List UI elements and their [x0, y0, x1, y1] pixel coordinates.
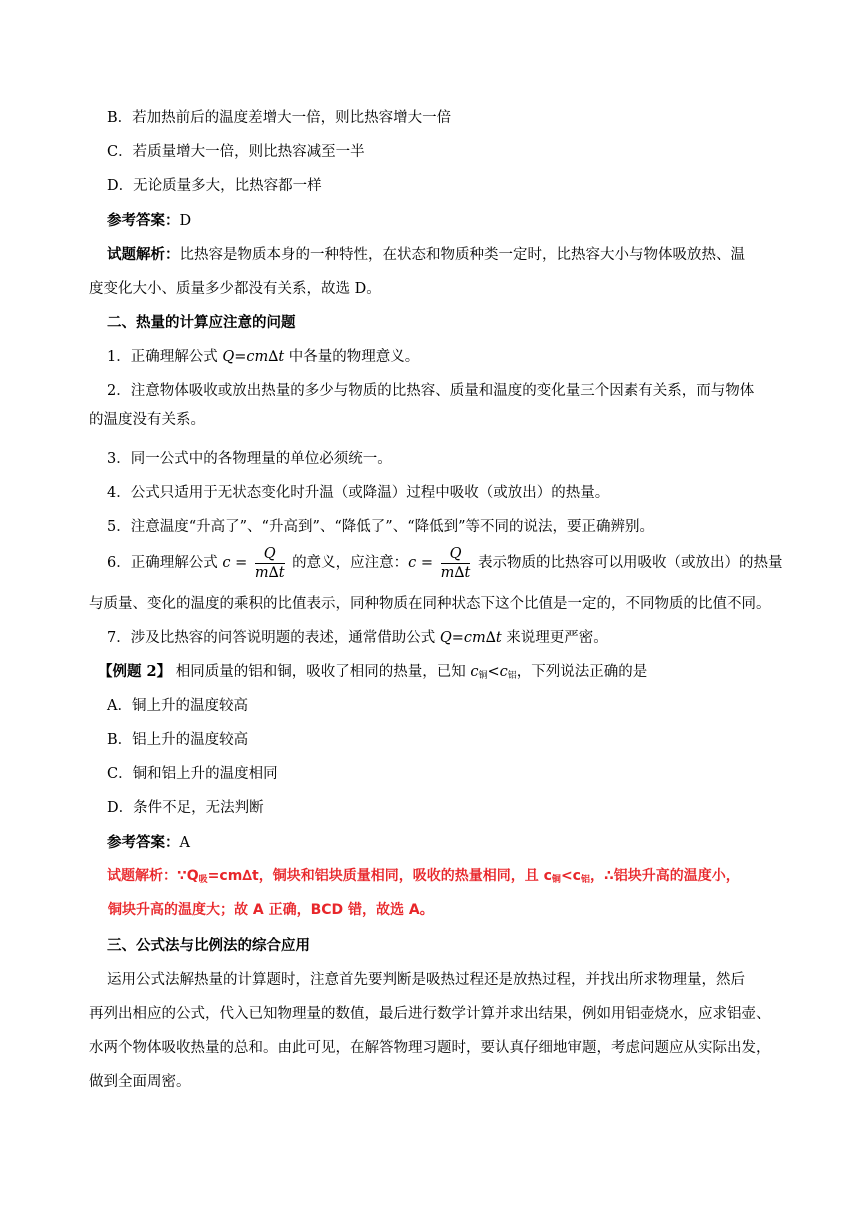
sub-aluminum: 铝	[507, 671, 517, 681]
point-1-text-end: 中各量的物理意义。	[284, 349, 420, 365]
section-3-heading: 三、公式法与比例法的综合应用	[107, 937, 310, 954]
sub-copper: 铜	[478, 671, 488, 681]
point-7	[107, 628, 608, 648]
c-copper: c	[470, 664, 479, 680]
analysis-2-sub2: 铜	[551, 875, 561, 885]
option-b: B．若加热前后的温度差增大一倍，则比热容增大一倍	[107, 110, 452, 126]
point-1	[107, 347, 419, 367]
point-3: 3．同一公式中的各物理量的单位必须统一。	[107, 451, 392, 467]
point-6-line1	[107, 543, 782, 583]
analysis-label: 试题解析：	[107, 246, 180, 263]
fraction	[255, 545, 285, 582]
example-option-d: D．条件不足，无法判断	[107, 800, 264, 816]
answer-value: D	[179, 213, 192, 229]
analysis-2-sub3: 铝	[580, 875, 590, 885]
example-option-c: C．铜和铝上升的温度相同	[107, 766, 278, 782]
formula-c: c	[222, 555, 231, 571]
answer-2	[107, 833, 190, 853]
formula-eq: =	[230, 555, 252, 571]
analysis-1-line1	[107, 245, 745, 265]
section-3-para-line3: 水两个物体吸收热量的总和。由此可见，在解答物理习题时，要认真仔细地审题，考虑问题应从实际出发，	[89, 1040, 771, 1056]
example-label: 【例题 2】	[98, 663, 172, 680]
section-2-heading: 二、热量的计算应注意的问题	[107, 314, 296, 331]
fraction-numerator: Q	[255, 545, 285, 564]
option-c: C．若质量增大一倍，则比热容减至一半	[107, 144, 365, 160]
option-d: D．无论质量多大，比热容都一样	[107, 178, 322, 194]
point-4: 4．公式只适用于无状态变化时升温（或降温）过程中吸收（或放出）的热量。	[107, 485, 610, 501]
formula-2: Q=cm∆t	[439, 630, 502, 646]
analysis-1-line2: 度变化大小、质量多少都没有关系，故选 D。	[89, 281, 381, 297]
analysis-2-b: =cm∆t，铜块和铝块质量相同，吸收的热量相同，且 c	[207, 868, 552, 884]
point-6-text: 6．正确理解公式	[107, 555, 223, 571]
analysis-2-c: <c	[560, 868, 581, 884]
point-6-post: 表示物质的比热容可以用吸收（或放出）的热量	[473, 555, 783, 571]
formula-eq-2: =	[416, 555, 438, 571]
example-2-question	[98, 662, 647, 686]
point-2-line2: 的温度没有关系。	[89, 412, 205, 428]
example-option-b: B．铝上升的温度较高	[107, 732, 249, 748]
fraction-2	[441, 545, 471, 582]
analysis-2-sub: 吸	[198, 875, 208, 885]
example-option-a: A．铜上升的温度较高	[107, 698, 248, 714]
less-than: <	[487, 664, 500, 680]
section-3-para-line4: 做到全面周密。	[89, 1074, 191, 1090]
formula-c-2: c	[408, 555, 417, 571]
point-7-text-end: 来说理更严密。	[501, 630, 608, 646]
answer-2-label: 参考答案：	[107, 834, 180, 851]
fraction-denominator-2: m∆t	[440, 564, 471, 581]
fraction-numerator-2: Q	[441, 545, 471, 564]
section-3-para-line2: 再列出相应的公式，代入已知物理量的数值，最后进行数学计算并求出结果，例如用铝壶烧水，应求铝壶、	[89, 1006, 771, 1022]
point-1-text: 1．正确理解公式	[107, 349, 223, 365]
point-2-line1: 2．注意物体吸收或放出热量的多少与物质的比热容、质量和温度的变化量三个因素有关系，而与物体	[107, 383, 755, 399]
point-5: 5．注意温度“升高了”、“升高到”、“降低了”、“降低到”等不同的说法，要正确辨别。	[107, 519, 655, 535]
answer-2-value: A	[179, 835, 190, 851]
analysis-2-d: ，∴铝块升高的温度小，	[589, 868, 740, 884]
analysis-2-line1	[107, 866, 740, 890]
c-aluminum: c	[499, 664, 508, 680]
section-3-para-line1: 运用公式法解热量的计算题时，注意首先要判断是吸热过程还是放热过程，并找出所求物理量，然后	[107, 972, 745, 988]
answer-1	[107, 211, 191, 231]
analysis-2-line2: 铜块升高的温度大；故 A 正确，BCD 错，故选 A。	[108, 902, 434, 918]
analysis-2-a: 试题解析：∵Q	[107, 868, 199, 884]
answer-label: 参考答案：	[107, 212, 180, 229]
point-7-text: 7．涉及比热容的问答说明题的表述，通常借助公式	[107, 630, 440, 646]
fraction-denominator: m∆t	[254, 564, 285, 581]
example-text: 相同质量的铝和铜，吸收了相同的热量，已知	[171, 664, 471, 680]
point-6-mid: 的意义，应注意：	[287, 555, 409, 571]
analysis-text: 比热容是物质本身的一种特性，在状态和物质种类一定时，比热容大小与物体吸放热、温	[179, 247, 745, 263]
formula: Q=cm∆t	[222, 349, 285, 365]
example-text-end: ，下列说法正确的是	[516, 664, 648, 680]
point-6-line2: 与质量、变化的温度的乘积的比值表示，同种物质在同种状态下这个比值是一定的，不同物质的比值不同。	[89, 596, 771, 612]
